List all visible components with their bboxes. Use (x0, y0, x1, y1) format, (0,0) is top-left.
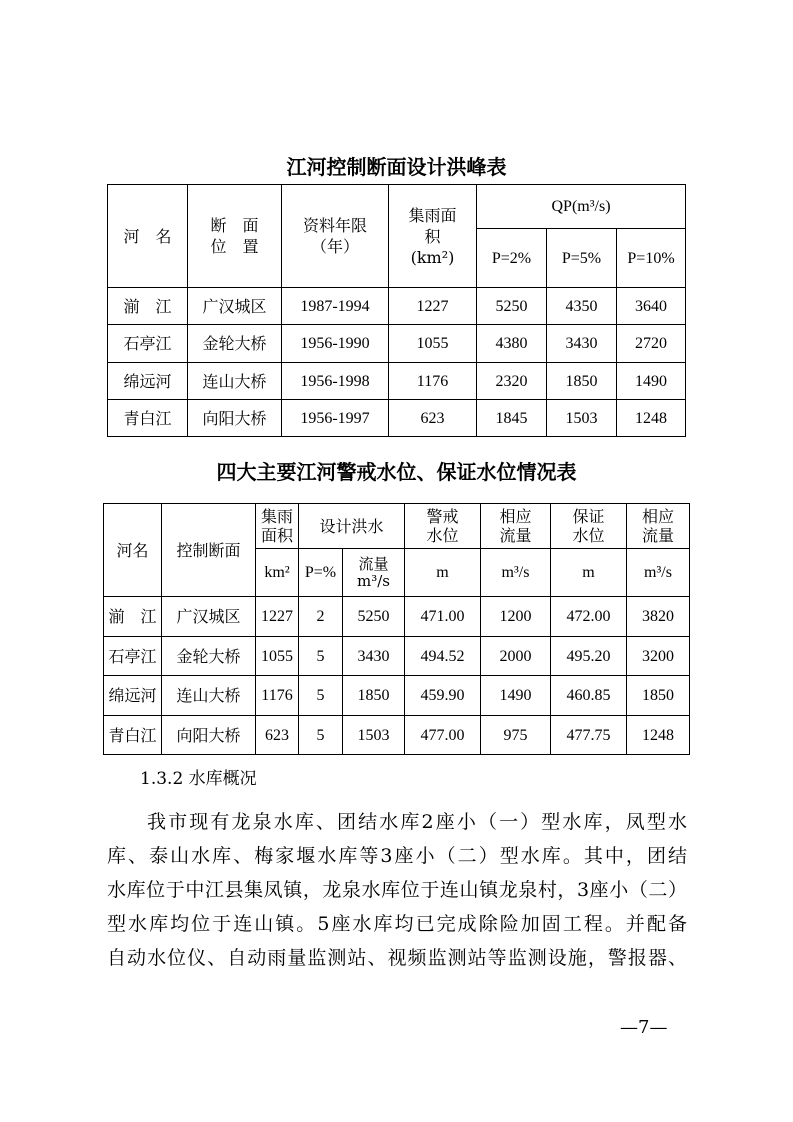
cell-river: 石亭江 (104, 637, 162, 676)
cell-flow: 1503 (343, 716, 405, 755)
paragraph-line: 型水库均位于连山镇。5座水库均已完成除险加固工程。并配备 (107, 913, 687, 935)
cell-years: 1956-1990 (282, 325, 389, 363)
cell-area: 1176 (256, 676, 299, 716)
cell-p2: 4380 (477, 325, 547, 363)
cell-area: 1055 (256, 637, 299, 676)
table-row (104, 716, 690, 755)
design-flood-peak-table (107, 184, 686, 437)
table1-title: 江河控制断面设计洪峰表 (286, 155, 507, 179)
table-row (104, 597, 690, 637)
cell-warning-flow: 1200 (481, 597, 551, 637)
cell-area: 623 (389, 400, 477, 437)
cell-flow: 1850 (343, 676, 405, 716)
paragraph-line: 我市现有龙泉水库、团结水库2座小（一）型水库，凤型水 (147, 811, 687, 833)
cell-warning-level: 494.52 (405, 637, 481, 676)
cell-area: 1176 (389, 363, 477, 400)
unit-warning-level: m (405, 549, 481, 597)
cell-area: 1055 (389, 325, 477, 363)
cell-guarantee-level: 495.20 (551, 637, 627, 676)
cell-area: 1227 (389, 288, 477, 325)
header-p5: P=5% (547, 229, 617, 288)
header-guarantee-flow: 相应 流量 (627, 504, 690, 549)
cell-flow: 5250 (343, 597, 405, 637)
cell-river: 青白江 (108, 400, 188, 437)
header-section: 控制断面 (162, 504, 256, 597)
cell-warning-level: 459.90 (405, 676, 481, 716)
section-heading: 1.3.2 水库概况 (140, 769, 257, 789)
cell-warning-flow: 975 (481, 716, 551, 755)
cell-river: 青白江 (104, 716, 162, 755)
unit-guarantee-level: m (551, 549, 627, 597)
unit-p: P=% (299, 549, 343, 597)
cell-p: 5 (299, 676, 343, 716)
cell-area: 1227 (256, 597, 299, 637)
header-warning-level: 警戒 水位 (405, 504, 481, 549)
cell-section: 广汉城区 (162, 597, 256, 637)
paragraph-line: 水库位于中江县集凤镇，龙泉水库位于连山镇龙泉村，3座小（二） (107, 879, 687, 901)
table-row (108, 400, 686, 437)
cell-river: 湔 江 (108, 288, 188, 325)
unit-guarantee-flow: m³/s (627, 549, 690, 597)
header-design-flood: 设计洪水 (299, 504, 405, 549)
header-area: 集雨面 积 (km²) (389, 185, 477, 288)
unit-area: km² (256, 549, 299, 597)
cell-p10: 3640 (617, 288, 686, 325)
cell-section: 向阳大桥 (188, 400, 282, 437)
table-row (108, 288, 686, 325)
table-row (108, 363, 686, 400)
cell-guarantee-level: 472.00 (551, 597, 627, 637)
cell-p5: 4350 (547, 288, 617, 325)
cell-p5: 1503 (547, 400, 617, 437)
cell-guarantee-level: 477.75 (551, 716, 627, 755)
cell-river: 石亭江 (108, 325, 188, 363)
cell-p2: 2320 (477, 363, 547, 400)
header-river: 河 名 (108, 185, 188, 288)
cell-p5: 3430 (547, 325, 617, 363)
cell-p5: 1850 (547, 363, 617, 400)
table2-title: 四大主要江河警戒水位、保证水位情况表 (216, 460, 577, 484)
unit-flow: 流量 m³/s (343, 549, 405, 597)
cell-area: 623 (256, 716, 299, 755)
cell-p: 2 (299, 597, 343, 637)
cell-river: 绵远河 (108, 363, 188, 400)
paragraph-line: 自动水位仪、自动雨量监测站、视频监测站等监测设施，警报器、 (107, 947, 687, 969)
cell-p10: 1248 (617, 400, 686, 437)
header-section: 断 面 位 置 (188, 185, 282, 288)
cell-warning-flow: 1490 (481, 676, 551, 716)
cell-p2: 1845 (477, 400, 547, 437)
warning-water-level-table (103, 503, 690, 755)
header-qp: QP(m³/s) (477, 185, 686, 229)
cell-p10: 2720 (617, 325, 686, 363)
paragraph-line: 库、泰山水库、梅家堰水库等3座小（二）型水库。其中，团结 (107, 845, 687, 867)
cell-section: 广汉城区 (188, 288, 282, 325)
cell-warning-level: 471.00 (405, 597, 481, 637)
cell-warning-level: 477.00 (405, 716, 481, 755)
unit-warning-flow: m³/s (481, 549, 551, 597)
cell-river: 绵远河 (104, 676, 162, 716)
header-p10: P=10% (617, 229, 686, 288)
cell-p10: 1490 (617, 363, 686, 400)
table-row (104, 676, 690, 716)
cell-flow: 3430 (343, 637, 405, 676)
cell-guarantee-flow: 3200 (627, 637, 690, 676)
cell-section: 向阳大桥 (162, 716, 256, 755)
header-p2: P=2% (477, 229, 547, 288)
table-row (108, 325, 686, 363)
cell-guarantee-flow: 1248 (627, 716, 690, 755)
cell-river: 湔 江 (104, 597, 162, 637)
reservoir-paragraph (107, 805, 687, 975)
cell-years: 1956-1997 (282, 400, 389, 437)
cell-years: 1956-1998 (282, 363, 389, 400)
header-years: 资料年限 （年） (282, 185, 389, 288)
cell-section: 金轮大桥 (188, 325, 282, 363)
cell-section: 金轮大桥 (162, 637, 256, 676)
cell-p2: 5250 (477, 288, 547, 325)
table-row (104, 637, 690, 676)
cell-p: 5 (299, 716, 343, 755)
page-number: —7— (620, 1017, 668, 1038)
cell-p: 5 (299, 637, 343, 676)
cell-guarantee-flow: 1850 (627, 676, 690, 716)
cell-warning-flow: 2000 (481, 637, 551, 676)
header-river: 河名 (104, 504, 162, 597)
cell-years: 1987-1994 (282, 288, 389, 325)
header-area: 集雨 面积 (256, 504, 299, 549)
cell-section: 连山大桥 (162, 676, 256, 716)
cell-section: 连山大桥 (188, 363, 282, 400)
cell-guarantee-level: 460.85 (551, 676, 627, 716)
cell-guarantee-flow: 3820 (627, 597, 690, 637)
header-warning-flow: 相应 流量 (481, 504, 551, 549)
header-guarantee-level: 保证 水位 (551, 504, 627, 549)
